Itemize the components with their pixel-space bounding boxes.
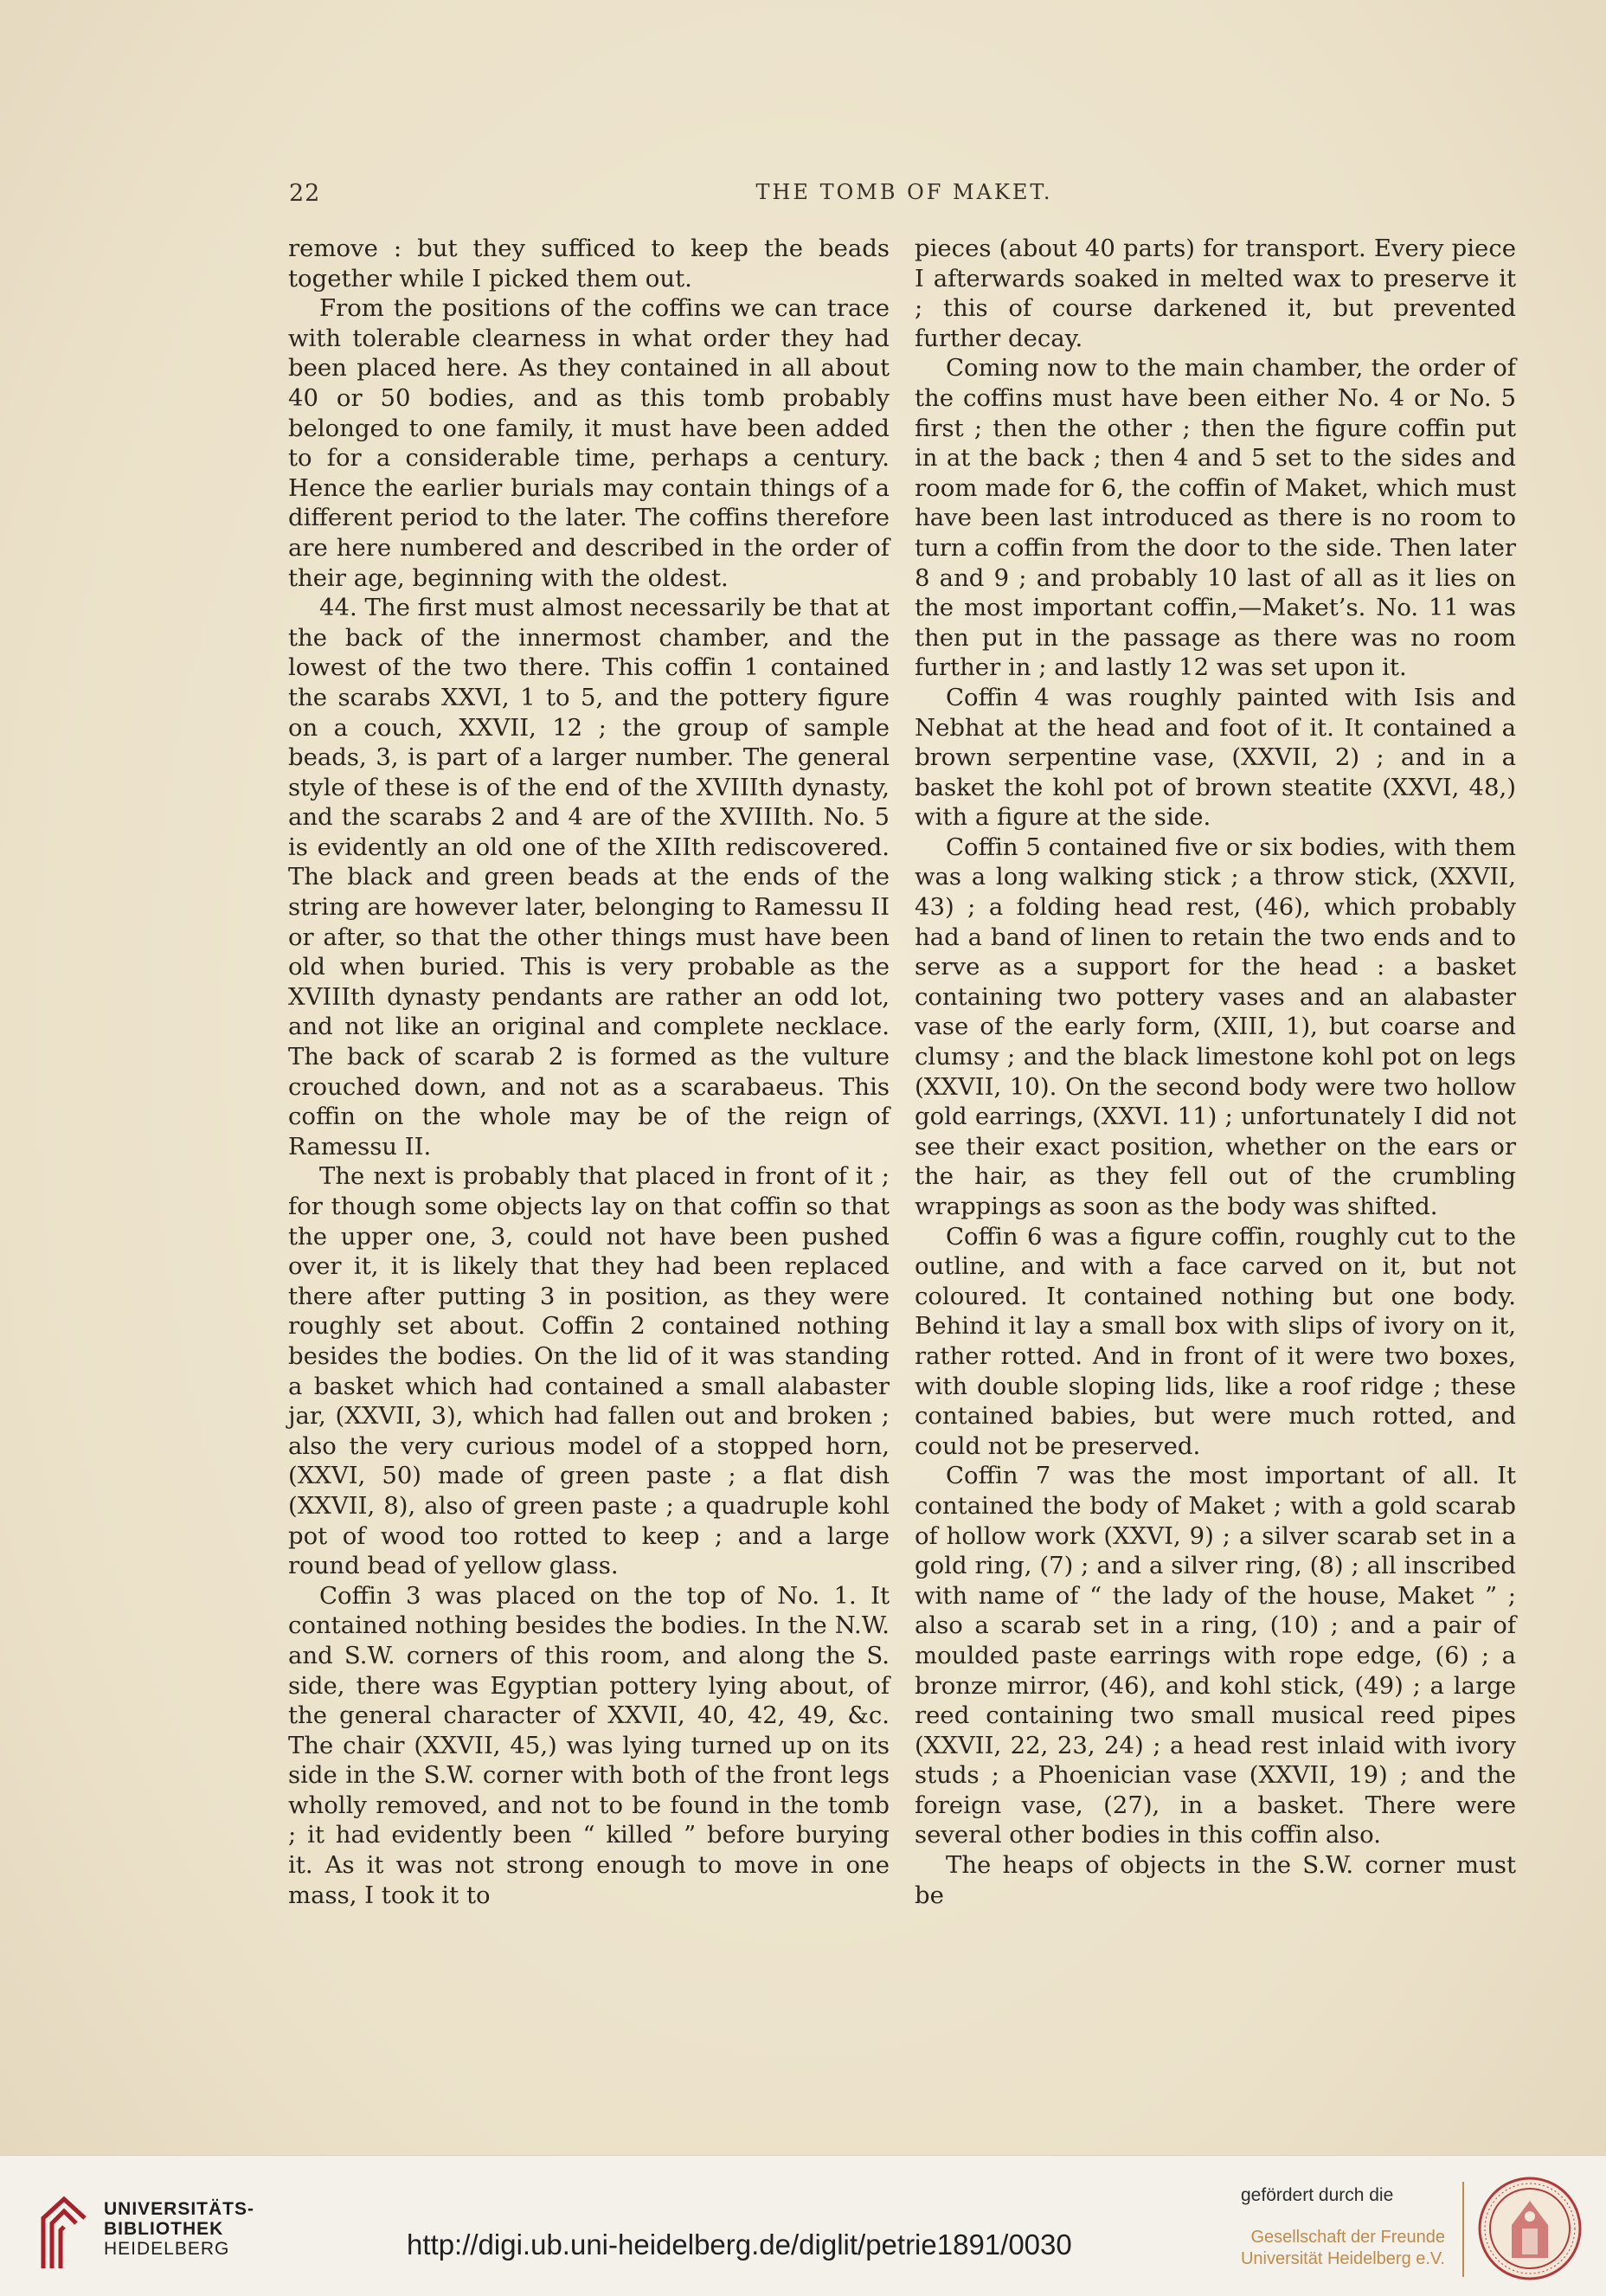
paragraph: The heaps of objects in the S.W. corner must be (915, 1851, 1516, 1909)
paragraph: Coffin 7 was the most important of all. It contained the body of Maket ; with a gold scarab of hollow work (XXVI, 9) ; a silver scarab set in a gold ring, (7) ; and a silver ring, (8) ; all inscribed with name of “ the lady of the house, Maket ” ; also a scarab set in a ring, (10) ; and a pair of moulded paste earrings with rope edge, (6) ; a bronze mirror, (46), and kohl stick, (49) ; a large reed containing two small musical reed pipes (XXVII, 22, 23, 24) ; a head rest inlaid with ivory studs ; a Phoenician vase (XXVII, 19) ; and the foreign vase, (27), in a basket. There were several other bodies in this coffin also. (915, 1462, 1516, 1849)
sponsor-label: gefördert durch die (1241, 2185, 1394, 2205)
paragraph: pieces (about 40 parts) for transport. Every piece I afterwards soaked in melted wax to preserve it ; this of course darkened it, but prevented further decay. (915, 235, 1516, 352)
page-number: 22 (289, 180, 321, 207)
left-column (288, 234, 890, 1910)
paragraph: Coffin 5 contained five or six bodies, with them was a long walking stick ; a throw stick, (XXVII, 43) ; a folding head rest, (46), which probably had a band of linen to retain the two ends and to serve as a support for the head : a basket containing two pottery vases and an alabaster vase of the early form, (XIII, 1), but coarse and clumsy ; and the black limestone kohl pot on legs (XXVII, 10). On the second body were two hollow gold earrings, (XXVI. 11) ; unfortunately I did not see their exact position, whether on the ears or the hair, as they fell out of the crumbling wrappings as soon as the body was shifted. (915, 833, 1516, 1220)
paragraph: Coffin 6 was a figure coffin, roughly cut to the outline, and with a face carved on it, but not coloured. It contained nothing but one body. Behind it lay a small box with slips of ivory on it, rather rotted. And in front of it were two boxes, with double sloping lids, like a roof ridge ; these contained babies, but were much rotted, and could not be preserved. (915, 1222, 1516, 1460)
library-name[interactable]: UNIVERSITÄTS- BIBLIOTHEK HEIDELBERG (104, 2199, 255, 2259)
library-logo-icon[interactable] (38, 2196, 90, 2270)
source-url-link[interactable]: http://digi.ub.uni-heidelberg.de/diglit/petrie1891/0030 (407, 2228, 1072, 2261)
right-column (915, 234, 1516, 1910)
paragraph: Coffin 4 was roughly painted with Isis and Nebhat at the head and foot of it. It contained a brown serpentine vase, (XXVII, 2) ; and in a basket the kohl pot of brown steatite (XXVI, 48,) with a figure at the side. (915, 683, 1516, 832)
running-head (289, 180, 1519, 215)
paragraph: The next is probably that placed in front of it ; for though some objects lay on that coffin so that the upper one, 3, could not have been pushed over it, it is likely that they had been replaced there after putting 3 in position, as they were roughly set about. Coffin 2 contained nothing besides the bodies. On the lid of it was standing a basket which had contained a small alabaster jar, (XXVII, 3), which had fallen out and broken ; also the very curious model of a stopped horn, (XXVI, 50) made of green paste ; a flat dish (XXVII, 8), also of green paste ; a quadruple kohl pot of wood too rotted to keep ; and a large round bead of yellow glass. (288, 1162, 890, 1580)
sponsor-name[interactable]: Gesellschaft der Freunde Universität Heidelberg e.V. (1240, 2228, 1445, 2268)
page-title: THE TOMB OF MAKET. (755, 180, 1053, 204)
paragraph: From the positions of the coffins we can trace with tolerable clearness in what order they had been placed here. As they contained in all about 40 or 50 bodies, and as this tomb probably belonged to one family, it must have been added to for a considerable time, perhaps a century. Hence the earlier burials may contain things of a different period to the later. The coffins therefore are here numbered and described in the order of their age, beginning with the oldest. (288, 294, 890, 592)
paragraph: Coffin 3 was placed on the top of No. 1. It contained nothing besides the bodies. In the N.W. and S.W. corners of this room, and along the S. side, there was Egyptian pottery lying about, of the general character of XXVII, 40, 42, 49, &c. The chair (XXVII, 45,) was lying turned up on its side in the S.W. corner with both of the front legs wholly removed, and not to be found in the tomb ; it had evidently been “ killed ” before burying it. As it was not strong enough to move in one mass, I took it to (288, 1581, 890, 1909)
paragraph: remove : but they sufficed to keep the beads together while I picked them out. (288, 235, 890, 293)
university-seal-icon[interactable] (1477, 2175, 1583, 2282)
paragraph: Coming now to the main chamber, the order of the coffins must have been either No. 4 or No. 5 first ; then the other ; then the figure coffin put in at the back ; then 4 and 5 set to the sides and room made for 6, the coffin of Maket, which must have been last introduced as there is no room to turn a coffin from the door to the side. Then later 8 and 9 ; and probably 10 last of all as it lies on the most important coffin,—Maket’s. No. 11 was then put in the passage as there was no room further in ; and lastly 12 was set upon it. (915, 354, 1516, 682)
paragraph: 44. The first must almost necessarily be that at the back of the innermost chamber, and the lowest of the two there. This coffin 1 contained the scarabs XXVI, 1 to 5, and the pottery figure on a couch, XXVII, 12 ; the group of sample beads, 3, is part of a larger number. The general style of these is of the end of the XVIIIth dynasty, and the scarabs 2 and 4 are of the XVIIIth. No. 5 is evidently an old one of the XIIth rediscovered. The black and green beads at the ends of the string are however later, belonging to Ramessu II or after, so that the other things must have been old when buried. This is very probable as the XVIIIth dynasty pendants are rather an odd lot, and not like an original and complete necklace. The back of scarab 2 is formed as the vulture crouched down, and not as a scarabaeus. This coffin on the whole may be of the reign of Ramessu II. (288, 594, 890, 1161)
footer-bar (0, 2155, 1606, 2296)
footer-divider (1462, 2182, 1464, 2277)
